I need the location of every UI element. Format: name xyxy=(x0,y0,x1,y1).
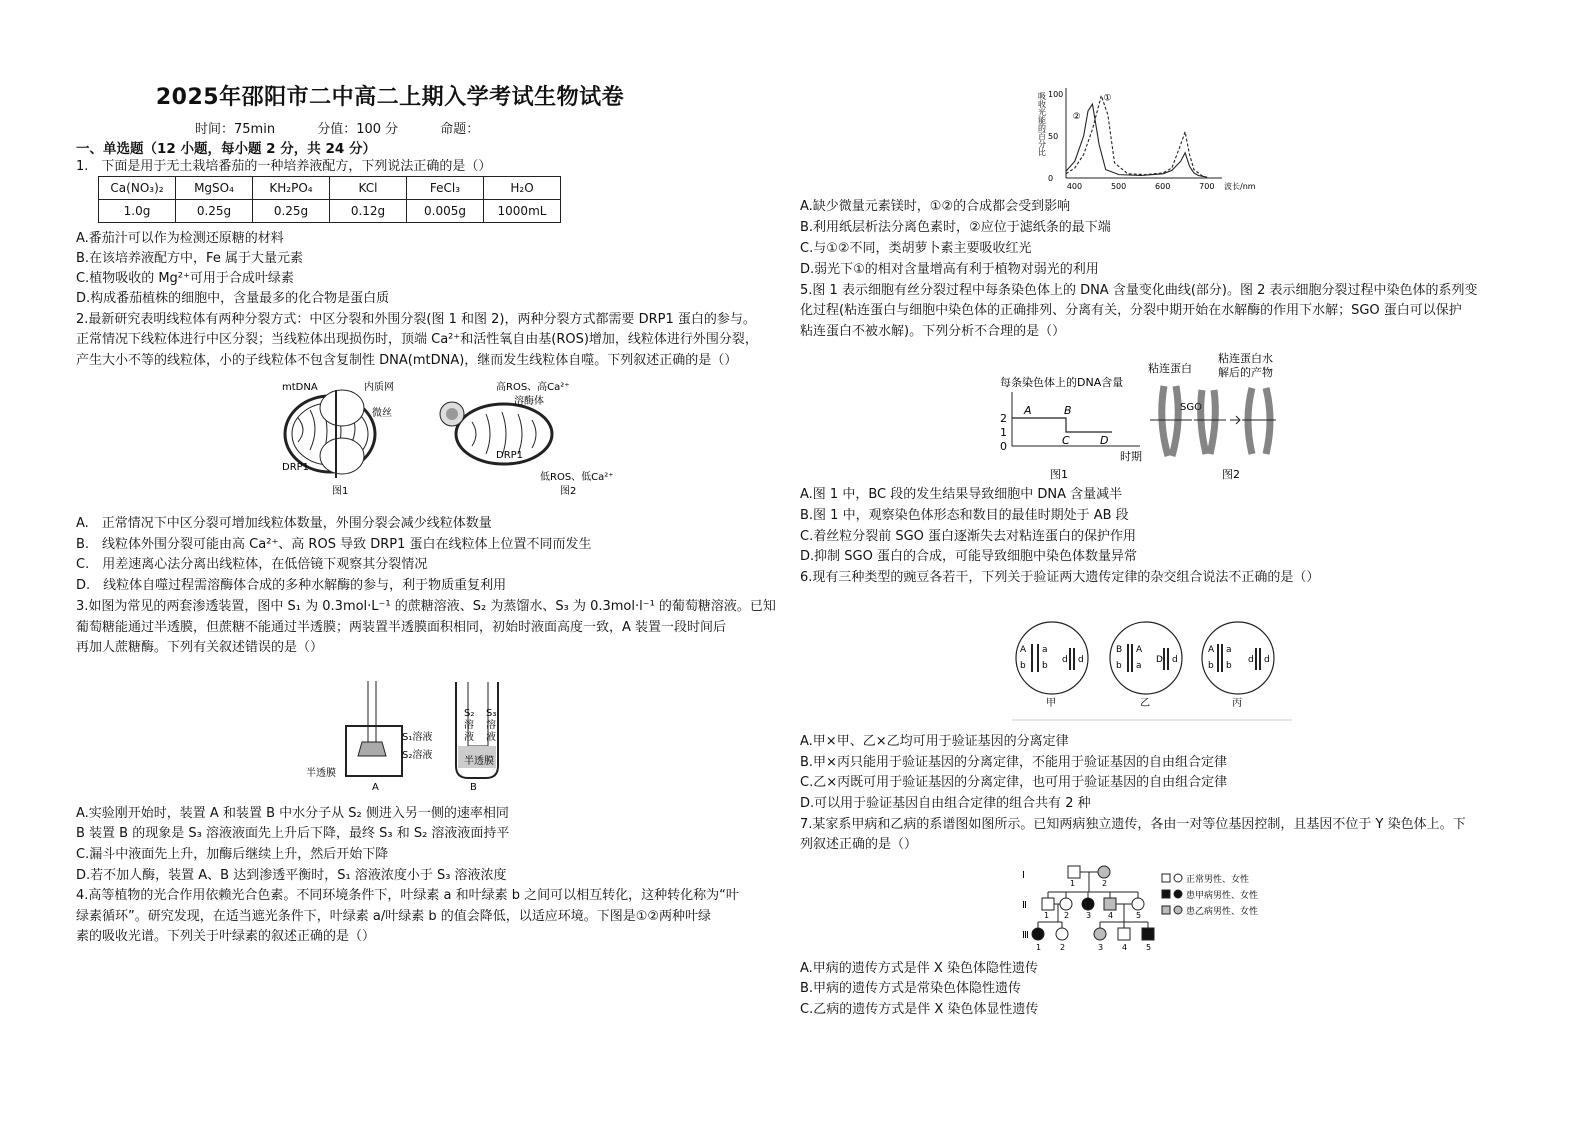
figure-label: D xyxy=(1100,434,1109,447)
q3-stem-line: 葡萄糖能通过半透膜，但蔗糖不能通过半透膜；两装置半透膜面积相同，初始时液面高度一致，A 装置一段时间后 xyxy=(76,620,727,635)
x-tick-label: 500 xyxy=(1110,182,1127,191)
q4-stem-line: 4.高等植物的光合作用依赖光合色素。不同环境条件下，叶绿素 a 和叶绿素 b 之间可以相互转化，这种转化称为“叶 xyxy=(76,888,739,903)
q4-stem-line: 绿素循环”。研究发现，在适当遮光条件下，叶绿素 a/叶绿素 b 的值会降低，以适应环境。下图是①②两种叶绿 xyxy=(76,909,712,924)
allele-label: d xyxy=(1248,655,1254,665)
table-header-cell: H₂O xyxy=(484,177,561,200)
q1-nutrient-table xyxy=(98,176,561,223)
q7-option-c: C.乙病的遗传方式是伴 X 染色体显性遗传 xyxy=(800,1002,1039,1017)
figure-label: A xyxy=(1024,404,1032,417)
q5-stem-line: 化过程(粘连蛋白与细胞中染色体的正确排列、分离有关，分裂中期开始在水解酶的作用下水解；SGO 蛋白可以保护 xyxy=(800,303,1462,318)
q3-option-c: C.漏斗中液面先上升，加酶后继续上升，然后开始下降 xyxy=(76,847,389,862)
individual-number: 5 xyxy=(1136,911,1142,920)
q1-stem: 1. 下面是用于无土栽培番茄的一种培养液配方，下列说法正确的是（） xyxy=(76,159,492,174)
figure-label: 微丝 xyxy=(372,408,392,419)
figure-label: 图2 xyxy=(560,486,577,497)
q7-option-a: A.甲病的遗传方式是伴 X 染色体隐性遗传 xyxy=(800,961,1038,976)
q2-stem-line: 2.最新研究表明线粒体有两种分裂方式：中区分裂和外围分裂(图 1 和图 2)，两种分裂方式都需要 DRP1 蛋白的参与。 xyxy=(76,312,756,327)
allele-label: b xyxy=(1226,661,1232,671)
q2-stem-line: 产生大小不等的线粒体，小的子线粒体不包含复制性 DNA(mtDNA)，继而发生线粒体自噬。下列叙述正确的是（） xyxy=(76,353,738,368)
x-tick-label: 600 xyxy=(1155,182,1171,191)
individual-number: 1 xyxy=(1036,943,1042,952)
q6-option-d: D.可以用于验证基因自由组合定律的组合共有 2 种 xyxy=(800,796,1091,811)
chart-series xyxy=(1066,94,1207,177)
q7-pedigree xyxy=(1022,862,1292,952)
q3-option-a: A.实验刚开始时，装置 A 和装置 B 中水分子从 S₂ 侧进入另一侧的速率相同 xyxy=(76,806,509,821)
figure-label: 0 xyxy=(1000,440,1007,453)
cell-label: 乙 xyxy=(1140,698,1150,709)
cell-label: 丙 xyxy=(1232,698,1242,709)
q6-cells-figure xyxy=(1012,612,1302,724)
table-header-row xyxy=(99,177,561,200)
table-header-cell: KCl xyxy=(330,177,407,200)
q5-option-a: A.图 1 中，BC 段的发生结果导致细胞中 DNA 含量减半 xyxy=(800,487,1123,502)
allele-label: b xyxy=(1208,661,1214,671)
figure-label: S₂溶液 xyxy=(402,750,433,761)
table-cell: 0.12g xyxy=(330,200,407,223)
table-cell: 0.25g xyxy=(176,200,253,223)
figure-label: 溶 xyxy=(464,720,474,731)
figure-label: 图1 xyxy=(1050,468,1068,481)
q2-option-c: C. 用差速离心法分离出线粒体，在低倍镜下观察其分裂情况 xyxy=(76,557,428,572)
figure-label: 粘连蛋白水 xyxy=(1218,352,1273,365)
table-header-cell: MgSO₄ xyxy=(176,177,253,200)
generation-label: Ⅱ xyxy=(1022,900,1027,911)
legend-label: 正常男性、女性 xyxy=(1186,875,1250,885)
q1-option-b: B.在该培养液配方中，Fe 属于大量元素 xyxy=(76,251,303,266)
allele-label: B xyxy=(1116,645,1123,655)
figure-label: B xyxy=(470,782,477,793)
figure-label: DRP1 xyxy=(282,462,310,473)
figure-label: mtDNA xyxy=(282,382,318,393)
q5-figure xyxy=(1000,350,1300,480)
individual-number: 1 xyxy=(1070,879,1076,888)
q2-stem-line: 正常情况下线粒体进行中区分裂；当线粒体出现损伤时，顶端 Ca²⁺和活性氧自由基(ROS)增加，线粒体进行外围分裂， xyxy=(76,332,758,347)
q4-absorption-chart xyxy=(1032,82,1262,194)
table-cell: 0.25g xyxy=(253,200,330,223)
q5-option-c: C.着丝粒分裂前 SGO 蛋白逐渐失去对粘连蛋白的保护作用 xyxy=(800,529,1137,544)
exam-time: 时间：75min xyxy=(195,122,276,137)
individual-number: 2 xyxy=(1102,879,1108,888)
table-header-cell: Ca(NO₃)₂ xyxy=(99,177,176,200)
q4-option-c: C.与①②不同，类胡萝卜素主要吸收红光 xyxy=(800,241,1032,256)
table-cell: 1.0g xyxy=(99,200,176,223)
y-tick-label: 100 xyxy=(1048,90,1064,99)
table-cell: 0.005g xyxy=(407,200,484,223)
exam-score: 分值：100 分 xyxy=(317,122,399,137)
individual-number: 5 xyxy=(1146,943,1152,952)
figure-label: 图2 xyxy=(1222,468,1240,481)
x-tick-label: 400 xyxy=(1066,182,1083,191)
q4-option-b: B.利用纸层析法分离色素时，②应位于滤纸条的最下端 xyxy=(800,220,1111,235)
allele-label: D xyxy=(1156,655,1163,665)
figure-label: 半透膜 xyxy=(306,768,336,779)
individual-number: 2 xyxy=(1064,911,1070,920)
allele-label: d xyxy=(1264,655,1270,665)
figure-label: 2 xyxy=(1000,412,1007,425)
exam-author: 命题： xyxy=(440,122,480,137)
individual-number: 4 xyxy=(1122,943,1128,952)
allele-label: A xyxy=(1208,645,1215,655)
q2-option-b: B. 线粒体外围分裂可能由高 Ca²⁺、高 ROS 导致 DRP1 蛋白在线粒体上位置不同而发生 xyxy=(76,537,592,552)
allele-label: a xyxy=(1042,645,1048,655)
q5-option-d: D.抑制 SGO 蛋白的合成，可能导致细胞中染色体数量异常 xyxy=(800,549,1137,564)
individual-number: 3 xyxy=(1086,911,1092,920)
individual-number: 1 xyxy=(1044,911,1050,920)
figure-label: 半透膜 xyxy=(464,756,494,767)
allele-label: A xyxy=(1020,645,1027,655)
figure-label: 溶 xyxy=(486,720,496,731)
figure-label: S₁溶液 xyxy=(402,732,433,743)
q7-stem-line: 7.某家系甲病和乙病的系谱图如图所示。已知两病独立遗传，各由一对等位基因控制，且基因不位于 Y 染色体上。下 xyxy=(800,817,1466,832)
figure-label: 1 xyxy=(1000,426,1007,439)
series-label: ① xyxy=(1103,93,1112,104)
individual-number: 3 xyxy=(1098,943,1104,952)
q6-option-a: A.甲×甲、乙×乙均可用于验证基因的分离定律 xyxy=(800,734,1069,749)
figure-label: A xyxy=(372,782,379,793)
table-header-cell: KH₂PO₄ xyxy=(253,177,330,200)
q3-stem-line: 3.如图为常见的两套渗透装置，图中 S₁ 为 0.3mol·L⁻¹ 的蔗糖溶液、S₂ 为蒸馏水、S₃ 为 0.3mol·l⁻¹ 的葡萄糖溶液。已知 xyxy=(76,599,776,614)
q3-option-b: B 装置 B 的现象是 S₃ 溶液液面先上升后下降，最终 S₃ 和 S₂ 溶液液面持平 xyxy=(76,826,510,841)
q7-stem-line: 列叙述正确的是（） xyxy=(800,837,918,852)
figure-label: 粘连蛋白 xyxy=(1148,362,1192,375)
y-tick-label: 0 xyxy=(1048,174,1054,183)
figure-label: C xyxy=(1062,434,1070,447)
q4-option-a: A.缺少微量元素镁时，①②的合成都会受到影响 xyxy=(800,199,1071,214)
q4-stem-line: 素的吸收光谱。下列关于叶绿素的叙述正确的是（） xyxy=(76,929,376,944)
individual-number: 4 xyxy=(1108,911,1114,920)
figure-label: 高ROS、高Ca²⁺ xyxy=(496,382,570,393)
allele-label: b xyxy=(1020,661,1026,671)
allele-label: a xyxy=(1136,661,1142,671)
allele-label: b xyxy=(1042,661,1048,671)
figure-label: 时期 xyxy=(1120,450,1142,463)
table-row xyxy=(99,200,561,223)
figure-label: B xyxy=(1064,404,1072,417)
q6-stem: 6.现有三种类型的豌豆各若干，下列关于验证两大遗传定律的杂交组合说法不正确的是（） xyxy=(800,570,1320,585)
q4-option-d: D.弱光下①的相对含量增高有利于植物对弱光的利用 xyxy=(800,262,1099,277)
section-heading: 一、单选题（12 小题，每小题 2 分，共 24 分） xyxy=(76,141,376,157)
allele-label: d xyxy=(1062,655,1068,665)
cell-label: 甲 xyxy=(1046,698,1056,709)
chart-axes xyxy=(1048,88,1256,191)
chart-ylabel: 吸收光能的百分比 xyxy=(1037,92,1047,156)
allele-label: d xyxy=(1078,655,1084,665)
y-tick-label: 50 xyxy=(1048,132,1059,141)
x-tick-label: 700 xyxy=(1199,182,1215,191)
figure-label: 解后的产物 xyxy=(1218,366,1273,379)
q3-option-d: D.若不加人酶，装置 A、B 达到渗透平衡时，S₁ 溶液浓度小于 S₃ 溶液浓度 xyxy=(76,868,507,883)
page-title: 2025年邵阳市二中高二上期入学考试生物试卷 xyxy=(155,85,625,110)
figure-label: 低ROS、低Ca²⁺ xyxy=(540,472,614,483)
x-axis-label: 波长/nm xyxy=(1224,182,1256,191)
figure-label: 内质网 xyxy=(364,382,394,393)
q1-option-d: D.构成番茄植株的细胞中，含量最多的化合物是蛋白质 xyxy=(76,291,390,306)
q3-stem-line: 再加人蔗糖酶。下列有关叙述错误的是（） xyxy=(76,640,324,655)
q3-osmosis-figure xyxy=(306,676,596,796)
exam-meta xyxy=(195,118,615,137)
q5-option-b: B.图 1 中，观察染色体形态和数目的最佳时期处于 AB 段 xyxy=(800,508,1129,523)
figure-label: S₂ xyxy=(464,708,475,719)
figure-label: 每条染色体上的DNA含量 xyxy=(1000,376,1124,389)
allele-label: b xyxy=(1116,661,1122,671)
figure-label: 溶酶体 xyxy=(514,396,544,407)
figure-label: DRP1 xyxy=(496,450,524,461)
figure-label: 液 xyxy=(464,732,474,743)
table-header-cell: FeCl₃ xyxy=(407,177,484,200)
q6-option-b: B.甲×丙只能用于验证基因的分离定律，不能用于验证基因的自由组合定律 xyxy=(800,755,1227,770)
q1-option-a: A.番茄汁可以作为检测还原糖的材料 xyxy=(76,231,284,246)
generation-label: Ⅲ xyxy=(1022,930,1029,941)
allele-label: a xyxy=(1226,645,1232,655)
q2-mitochondria-figure xyxy=(276,378,614,500)
q2-option-d: D. 线粒体自噬过程需溶酶体合成的多种水解酶的参与，利于物质重复利用 xyxy=(76,578,507,593)
figure-label: 图1 xyxy=(332,486,349,497)
q7-option-b: B.甲病的遗传方式是常染色体隐性遗传 xyxy=(800,981,1022,996)
legend-label: 患甲病男性、女性 xyxy=(1186,891,1259,901)
q5-stem-line: 粘连蛋白不被水解)。下列分析不合理的是（） xyxy=(800,324,1066,339)
q1-option-c: C.植物吸收的 Mg²⁺可用于合成叶绿素 xyxy=(76,271,294,286)
allele-label: A xyxy=(1136,645,1143,655)
figure-label: S₃ xyxy=(486,708,497,719)
table-cell: 1000mL xyxy=(484,200,561,223)
figure-label: 液 xyxy=(486,732,496,743)
generation-label: Ⅰ xyxy=(1022,870,1025,881)
allele-label: d xyxy=(1172,655,1178,665)
series-line-2 xyxy=(1066,93,1203,177)
q2-option-a: A. 正常情况下中区分裂可增加线粒体数量，外围分裂会减少线粒体数量 xyxy=(76,516,492,531)
individual-number: 2 xyxy=(1060,943,1066,952)
series-line-1 xyxy=(1066,104,1207,177)
series-label: ② xyxy=(1072,112,1081,123)
q6-option-c: C.乙×丙既可用于验证基因的分离定律，也可用于验证基因的自由组合定律 xyxy=(800,775,1228,790)
figure-label: SGO xyxy=(1180,402,1202,413)
q5-stem-line: 5.图 1 表示细胞有丝分裂过程中每条染色体上的 DNA 含量变化曲线(部分)。图 2 表示细胞分裂过程中染色体的系列变 xyxy=(800,283,1478,298)
legend-label: 患乙病男性、女性 xyxy=(1186,907,1259,917)
